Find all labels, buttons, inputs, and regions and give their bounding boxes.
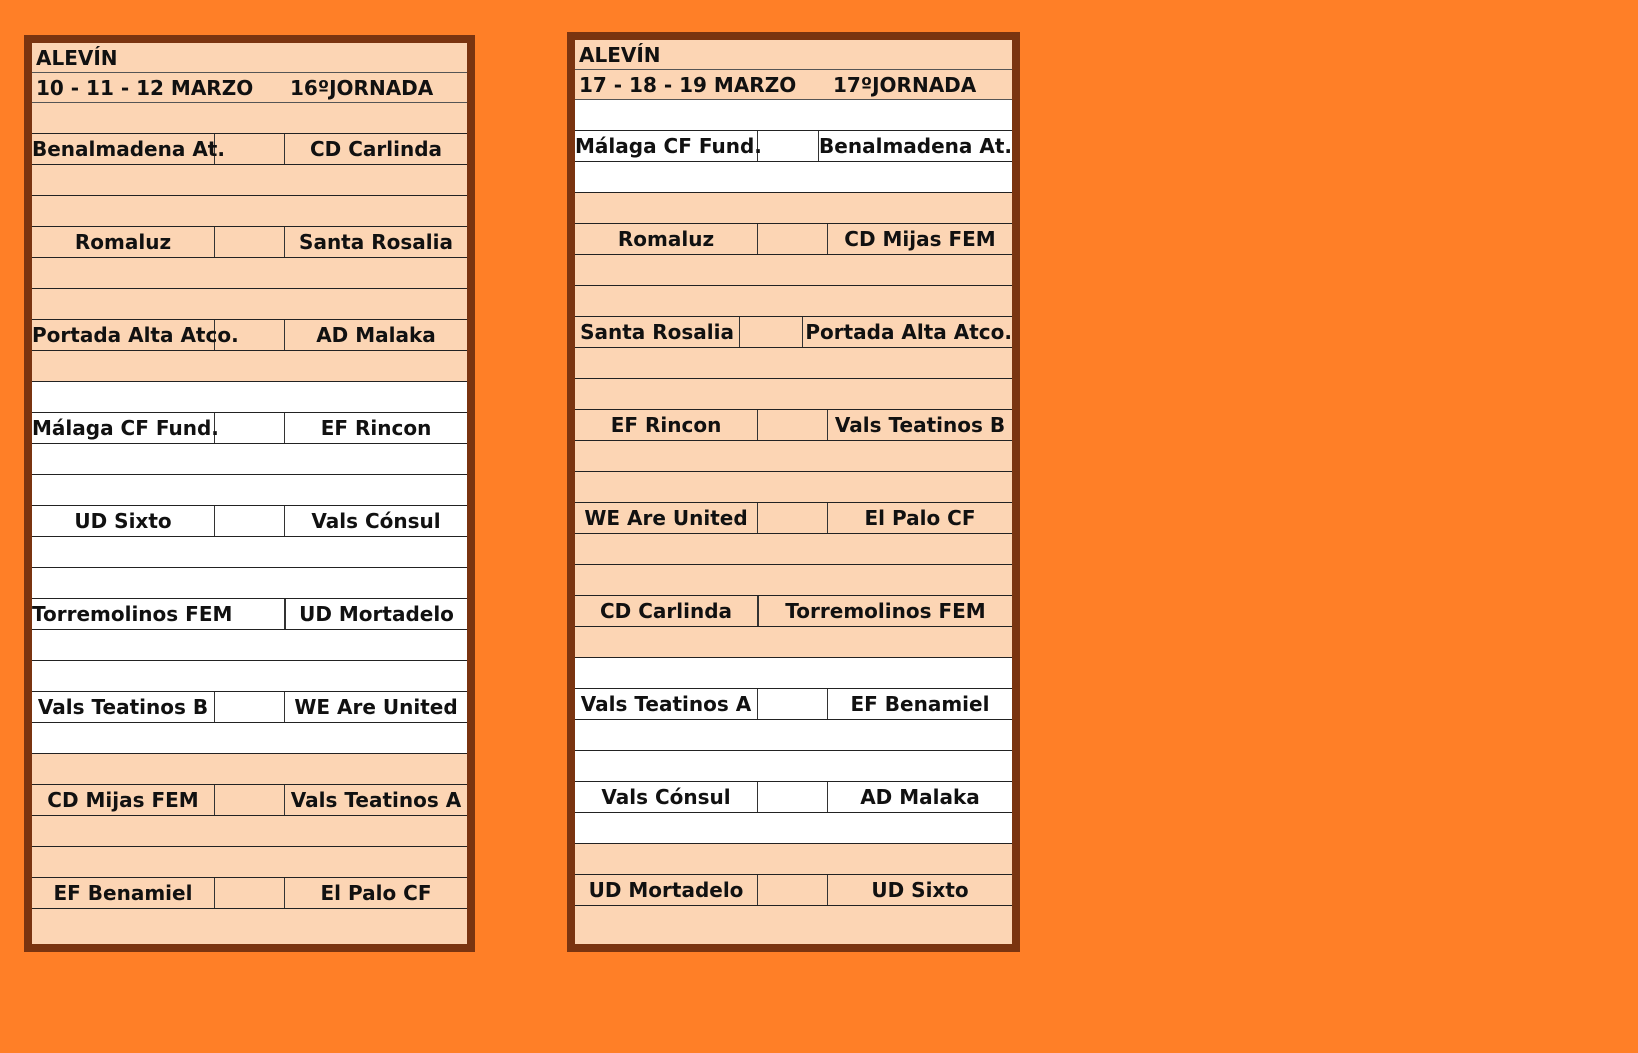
away-team: Torremolinos FEM	[758, 596, 1012, 626]
spacer-row	[575, 813, 1012, 844]
match-row	[32, 785, 467, 816]
category-label: ALEVÍN	[36, 46, 118, 70]
home-team: EF Rincon	[575, 410, 758, 440]
category-label: ALEVÍN	[579, 43, 661, 67]
category-header	[575, 40, 1012, 70]
spacer-row	[575, 286, 1012, 317]
spacer-row	[32, 475, 467, 506]
match-row	[575, 131, 1012, 162]
match-row	[32, 227, 467, 258]
score-cell[interactable]	[758, 410, 828, 440]
away-team: AD Malaka	[860, 785, 980, 809]
match-row	[32, 878, 467, 909]
home-team: Málaga CF Fund.	[32, 413, 215, 443]
score-cell[interactable]	[758, 875, 828, 905]
score-cell[interactable]	[215, 785, 285, 815]
spacer-row	[575, 441, 1012, 472]
spacer-row	[575, 534, 1012, 565]
spacer-row	[575, 193, 1012, 224]
schedule-sheet-jornada-17	[567, 32, 1020, 952]
match-row	[32, 692, 467, 723]
match-row	[32, 599, 467, 630]
away-team: CD Mijas FEM	[844, 227, 996, 251]
home-team: WE Are United	[575, 503, 758, 533]
score-cell[interactable]	[215, 878, 285, 908]
match-row	[575, 596, 1012, 627]
match-row	[575, 410, 1012, 441]
away-team: EF Benamiel	[850, 692, 990, 716]
score-cell[interactable]	[758, 782, 828, 812]
spacer-row	[32, 103, 467, 134]
score-cell[interactable]	[758, 131, 819, 161]
dates-label: 17 - 18 - 19 MARZO	[579, 73, 797, 97]
match-row	[575, 782, 1012, 813]
spacer-row	[32, 444, 467, 475]
spacer-row	[32, 196, 467, 227]
spacer-row	[575, 162, 1012, 193]
away-team: EF Rincon	[320, 416, 432, 440]
spacer-row	[575, 844, 1012, 875]
score-cell[interactable]	[740, 317, 803, 347]
home-team: Benalmadena At.	[32, 134, 215, 164]
score-cell[interactable]	[215, 506, 285, 536]
spacer-row	[575, 348, 1012, 379]
score-cell[interactable]	[215, 320, 285, 350]
home-team: Romaluz	[32, 227, 215, 257]
home-team: CD Mijas FEM	[32, 785, 215, 815]
away-team: Santa Rosalia	[299, 230, 453, 254]
spacer-row	[575, 472, 1012, 503]
score-cell[interactable]	[758, 689, 828, 719]
schedule-sheet-jornada-16	[24, 35, 475, 952]
home-team: Vals Teatinos B	[32, 692, 215, 722]
spacer-row	[575, 379, 1012, 410]
match-row	[32, 413, 467, 444]
score-cell[interactable]	[758, 503, 828, 533]
score-cell[interactable]	[758, 224, 828, 254]
spacer-row	[575, 100, 1012, 131]
home-team: Romaluz	[575, 224, 758, 254]
score-cell[interactable]	[215, 227, 285, 257]
spacer-row	[575, 627, 1012, 658]
dates-header	[575, 70, 1012, 100]
spacer-row	[575, 658, 1012, 689]
away-team: El Palo CF	[320, 881, 432, 905]
spacer-row	[32, 382, 467, 413]
match-row	[575, 224, 1012, 255]
away-team: AD Malaka	[316, 323, 436, 347]
spacer-row	[575, 720, 1012, 751]
spacer-row	[575, 565, 1012, 596]
spacer-row	[32, 630, 467, 661]
score-cell[interactable]	[215, 692, 285, 722]
spacer-row	[575, 255, 1012, 286]
away-team: Vals Teatinos A	[290, 788, 462, 812]
home-team: Santa Rosalia	[575, 317, 740, 347]
spacer-row	[32, 351, 467, 382]
spacer-row	[575, 751, 1012, 782]
away-team: Vals Cónsul	[311, 509, 441, 533]
home-team: Vals Teatinos A	[575, 689, 758, 719]
away-team: UD Mortadelo	[285, 599, 467, 629]
match-row	[575, 317, 1012, 348]
spacer-row	[32, 537, 467, 568]
dates-label: 10 - 11 - 12 MARZO	[36, 76, 254, 100]
away-team: Benalmadena At.	[819, 134, 1012, 158]
category-header	[32, 43, 467, 73]
home-team: UD Sixto	[32, 506, 215, 536]
spacer-row	[32, 661, 467, 692]
spacer-row	[32, 723, 467, 754]
jornada-label: 16ºJORNADA	[290, 76, 434, 100]
away-team: Portada Alta Atco.	[805, 320, 1012, 344]
spacer-row	[32, 258, 467, 289]
away-team: WE Are United	[294, 695, 458, 719]
spacer-row	[32, 847, 467, 878]
spacer-row	[32, 816, 467, 847]
dates-header	[32, 73, 467, 103]
jornada-label: 17ºJORNADA	[833, 73, 977, 97]
home-team: Vals Cónsul	[575, 782, 758, 812]
home-team: CD Carlinda	[575, 596, 758, 626]
home-team: Portada Alta Atco.	[32, 320, 215, 350]
spacer-row	[32, 289, 467, 320]
home-team: UD Mortadelo	[575, 875, 758, 905]
match-row	[575, 875, 1012, 906]
match-row	[32, 506, 467, 537]
home-team: Málaga CF Fund.	[575, 131, 758, 161]
score-cell[interactable]	[215, 134, 285, 164]
match-row	[32, 320, 467, 351]
score-cell[interactable]	[215, 413, 285, 443]
away-team: UD Sixto	[871, 878, 969, 902]
spacer-row	[32, 754, 467, 785]
away-team: Vals Teatinos B	[834, 413, 1006, 437]
match-row	[575, 689, 1012, 720]
home-team: Torremolinos FEM	[32, 599, 285, 629]
home-team: EF Benamiel	[32, 878, 215, 908]
away-team: CD Carlinda	[309, 137, 443, 161]
spacer-row	[32, 568, 467, 599]
match-row	[575, 503, 1012, 534]
spacer-row	[32, 165, 467, 196]
match-row	[32, 134, 467, 165]
away-team: El Palo CF	[864, 506, 976, 530]
